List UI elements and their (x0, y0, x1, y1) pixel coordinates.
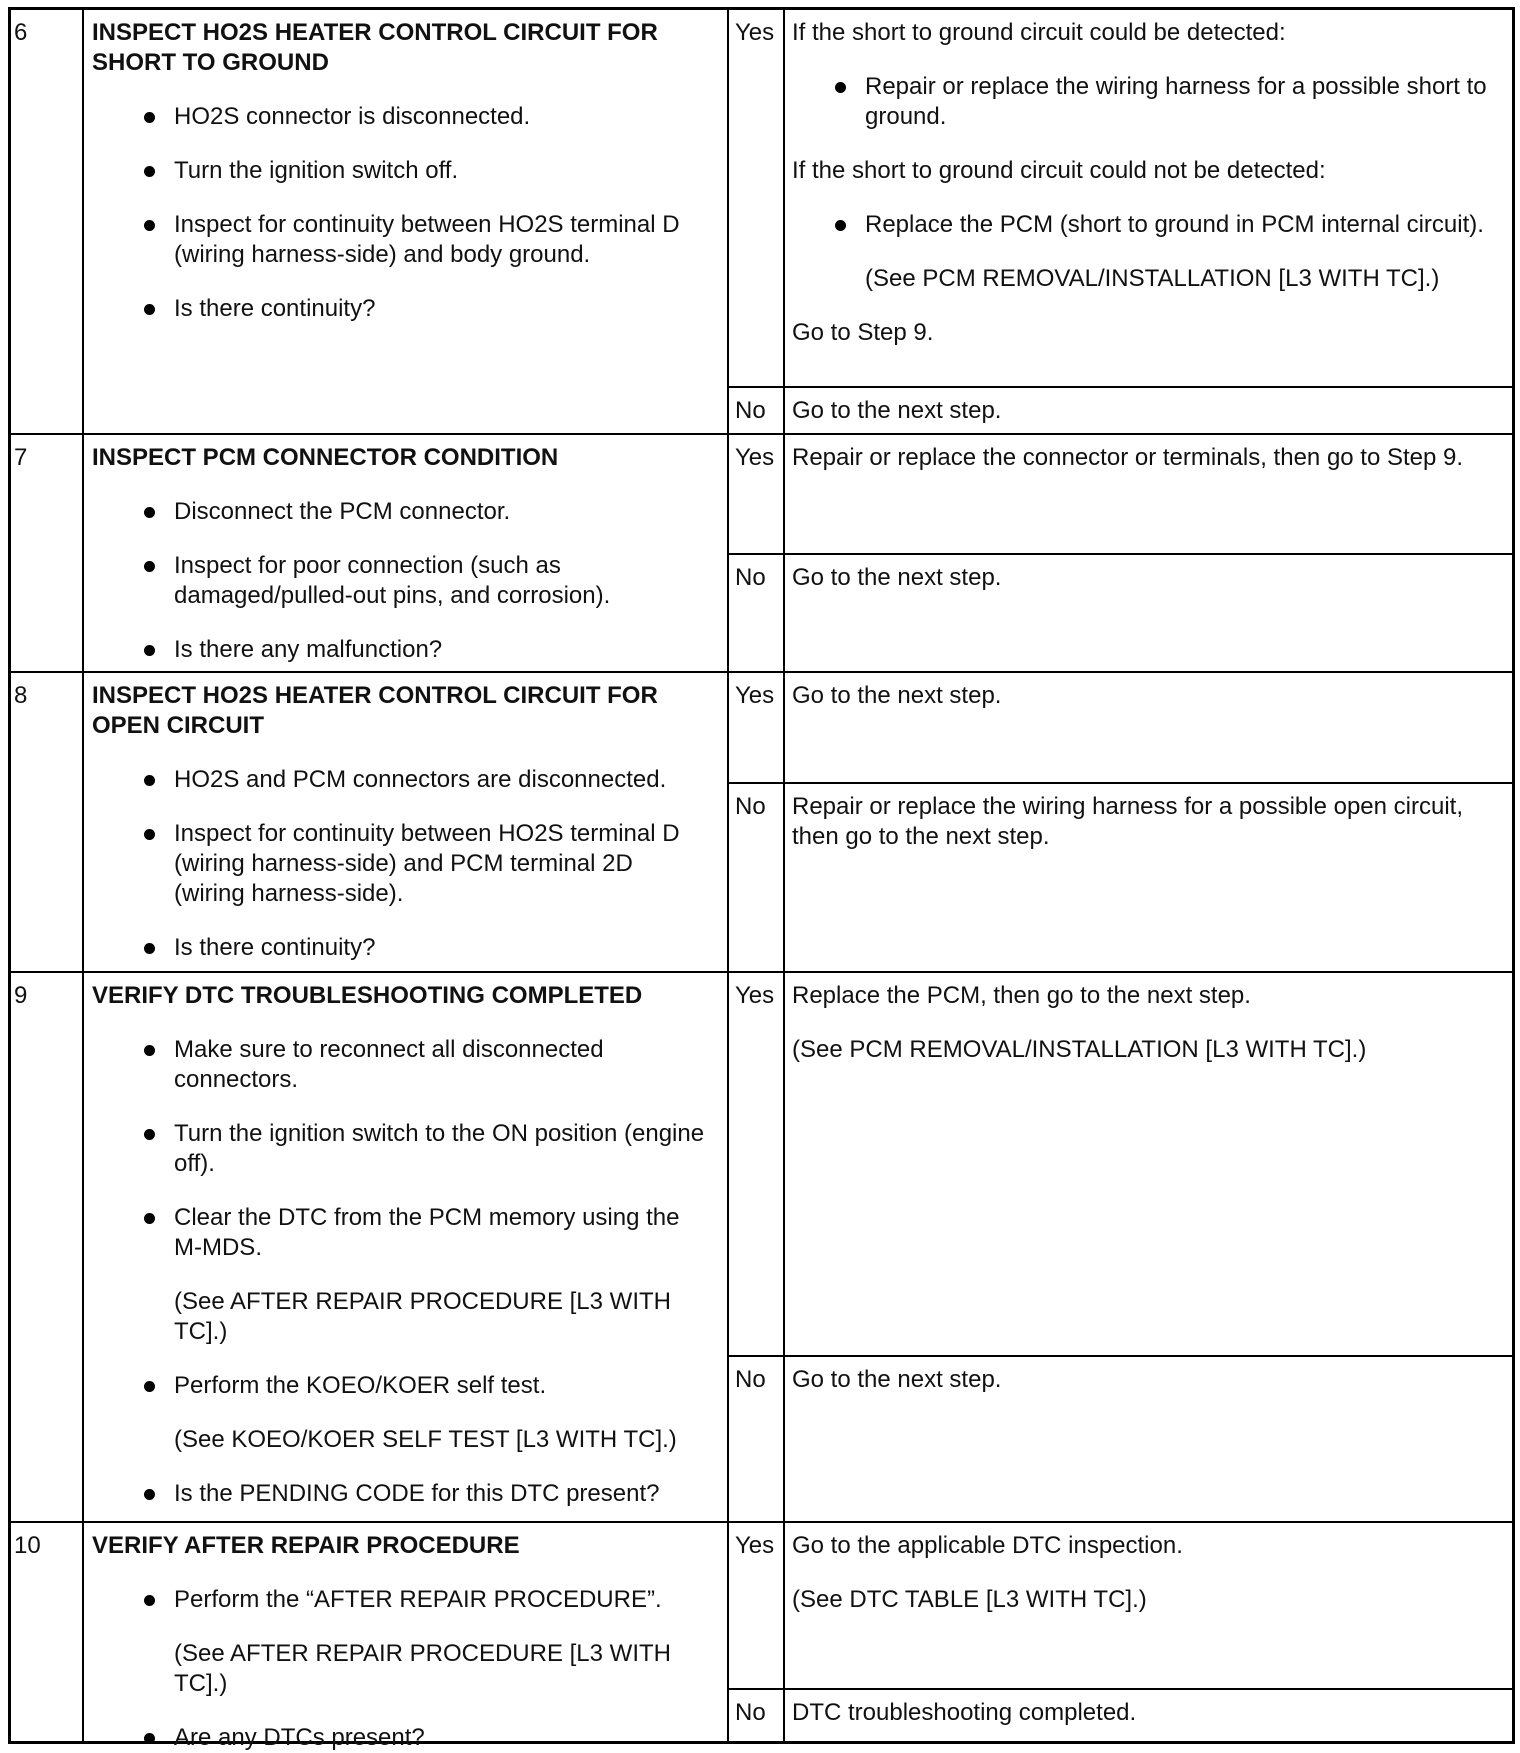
step-title: VERIFY AFTER REPAIR PROCEDURE (92, 1532, 520, 1559)
step-number: 8 (11, 673, 84, 971)
no-label: No (729, 388, 785, 433)
reference-note: (See PCM REMOVAL/INSTALLATION [L3 WITH TC].) (792, 1036, 1367, 1063)
step-cell (84, 10, 729, 433)
action-text: Go to Step 9. (792, 319, 934, 346)
no-action: Repair or replace the wiring harness for a possible open circuit, then go to the next step. (792, 793, 1464, 850)
answer-no (729, 388, 1512, 433)
step-item: Clear the DTC from the PCM memory using the M-MDS. (92, 1203, 719, 1263)
yes-action: Repair or replace the connector or terminals, then go to Step 9. (792, 444, 1464, 471)
action-bullet: Repair or replace the wiring harness for a possible short to ground. (792, 72, 1502, 132)
reference-note: (See KOEO/KOER SELF TEST [L3 WITH TC].) (174, 1426, 677, 1453)
step-item: Inspect for poor connection (such as damaged/pulled-out pins, and corrosion). (92, 551, 719, 611)
step-item: Are any DTCs present? (92, 1723, 719, 1753)
action-bullet: Replace the PCM (short to ground in PCM internal circuit). (792, 210, 1502, 240)
step-number: 6 (11, 10, 84, 433)
answer-yes (729, 435, 1512, 555)
answer-yes (729, 1523, 1512, 1690)
step-title: INSPECT HO2S HEATER CONTROL CIRCUIT FOR SHORT TO GROUND (92, 19, 658, 76)
step-cell (84, 673, 729, 971)
no-action: DTC troubleshooting completed. (792, 1699, 1137, 1726)
answer-yes (729, 673, 1512, 784)
step-row-10 (11, 1523, 1512, 1751)
step-row-8 (11, 673, 1512, 973)
step-item: Make sure to reconnect all disconnected connectors. (92, 1035, 719, 1095)
yes-action: Go to the next step. (792, 682, 1002, 709)
step-row-7 (11, 435, 1512, 673)
step-title: INSPECT PCM CONNECTOR CONDITION (92, 444, 559, 471)
step-title: VERIFY DTC TROUBLESHOOTING COMPLETED (92, 982, 643, 1009)
step-item: Inspect for continuity between HO2S terminal D (wiring harness-side) and PCM terminal 2D (wiring harness-side). (92, 819, 719, 909)
no-action: Go to the next step. (792, 397, 1002, 424)
yes-action (785, 10, 1512, 348)
reference-note: (See AFTER REPAIR PROCEDURE [L3 WITH TC].) (174, 1288, 671, 1345)
troubleshooting-table (8, 7, 1515, 1751)
step-item: HO2S connector is disconnected. (92, 102, 719, 132)
step-item: Is the PENDING CODE for this DTC present? (92, 1479, 719, 1509)
step-title: INSPECT HO2S HEATER CONTROL CIRCUIT FOR OPEN CIRCUIT (92, 682, 658, 739)
step-item: Is there any malfunction? (92, 635, 719, 665)
step-item: Perform the “AFTER REPAIR PROCEDURE”. (92, 1585, 719, 1615)
reference-note: (See DTC TABLE [L3 WITH TC].) (792, 1586, 1147, 1613)
step-item: Inspect for continuity between HO2S terminal D (wiring harness-side) and body ground. (92, 210, 719, 270)
answer-yes (729, 10, 1512, 388)
step-item: Is there continuity? (92, 933, 719, 963)
no-label: No (729, 784, 785, 971)
step-row-6 (11, 10, 1512, 435)
action-text: Replace the PCM, then go to the next step. (792, 982, 1251, 1009)
step-number: 10 (11, 1523, 84, 1741)
answer-no (729, 1357, 1512, 1521)
yes-action (785, 973, 1512, 1065)
no-label: No (729, 1690, 785, 1741)
answer-no (729, 555, 1512, 671)
answer-no (729, 1690, 1512, 1741)
step-item: Turn the ignition switch off. (92, 156, 719, 186)
step-row-9 (11, 973, 1512, 1523)
step-cell (84, 1523, 729, 1751)
yes-label: Yes (729, 973, 785, 1355)
action-text: Go to the applicable DTC inspection. (792, 1532, 1183, 1559)
step-item: Turn the ignition switch to the ON position (engine off). (92, 1119, 719, 1179)
yes-label: Yes (729, 435, 785, 553)
step-cell (84, 435, 729, 671)
step-item: Is there continuity? (92, 294, 719, 324)
no-action: Go to the next step. (792, 1366, 1002, 1393)
yes-label: Yes (729, 10, 785, 386)
action-text: If the short to ground circuit could be detected: (792, 19, 1286, 46)
no-action: Go to the next step. (792, 564, 1002, 591)
yes-action (785, 1523, 1512, 1615)
answer-no (729, 784, 1512, 971)
step-item: Perform the KOEO/KOER self test. (92, 1371, 719, 1401)
reference-note: (See PCM REMOVAL/INSTALLATION [L3 WITH TC].) (865, 265, 1440, 292)
no-label: No (729, 555, 785, 671)
step-number: 9 (11, 973, 84, 1521)
step-number: 7 (11, 435, 84, 671)
yes-label: Yes (729, 673, 785, 782)
yes-label: Yes (729, 1523, 785, 1688)
reference-note: (See AFTER REPAIR PROCEDURE [L3 WITH TC].) (174, 1640, 671, 1697)
step-item: HO2S and PCM connectors are disconnected. (92, 765, 719, 795)
no-label: No (729, 1357, 785, 1521)
step-item: Disconnect the PCM connector. (92, 497, 719, 527)
answer-yes (729, 973, 1512, 1357)
step-cell (84, 973, 729, 1521)
action-text: If the short to ground circuit could not be detected: (792, 157, 1326, 184)
